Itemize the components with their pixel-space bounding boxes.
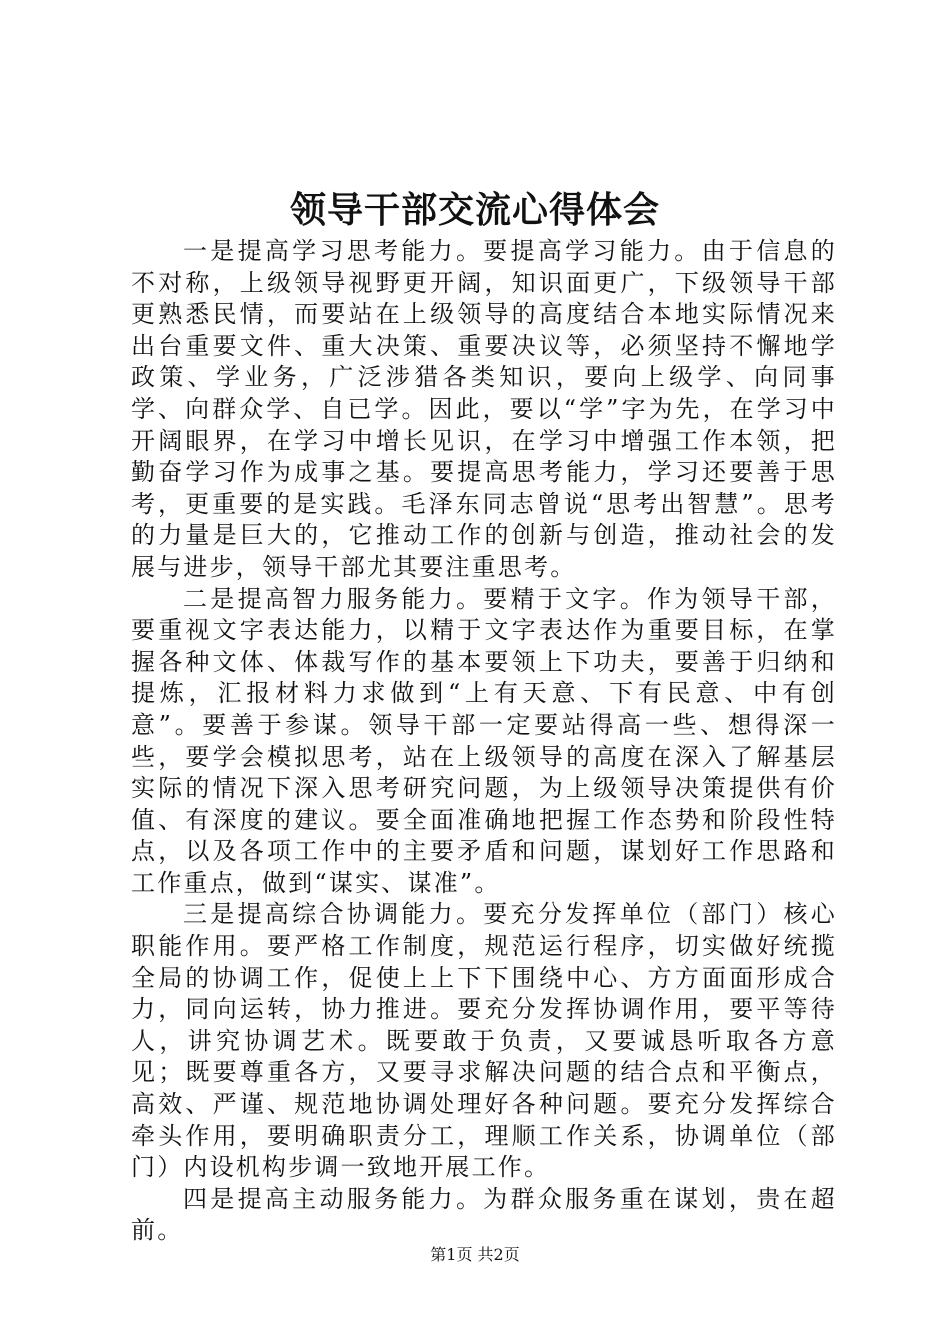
paragraph-2: 二是提高智力服务能力。要精于文字。作为领导干部，要重视文字表达能力，以精于文字表达作为重要目标，在掌握各种文体、体裁写作的基本要领上下功夫，要善于归纳和提炼，汇报材料力求做到“上有天意、下有民意、中有创意”。要善于参谋。领导干部一定要站得高一些、想得深一些，要学会模拟思考，站在上级领导的高度在深入了解基层实际的情况下深入思考研究问题，为上级领导决策提供有价值、有深度的建议。要全面准确地把握工作态势和阶段性特点，以及各项工作中的主要矛盾和问题，谋划好工作思路和工作重点，做到“谋实、谋准”。 [131, 584, 837, 897]
page-number-footer: 第1页 共2页 [430, 1245, 520, 1264]
paragraph-3: 三是提高综合协调能力。要充分发挥单位（部门）核心职能作用。要严格工作制度，规范运行程序，切实做好统揽全局的协调工作，促使上上下下围绕中心、方方面面形成合力，同向运转，协力推进。要充分发挥协调作用，要平等待人，讲究协调艺术。既要敢于负责，又要诚恳听取各方意见；既要尊重各方，又要寻求解决问题的结合点和平衡点，高效、严谨、规范地协调处理好各种问题。要充分发挥综合牵头作用，要明确职责分工，理顺工作关系，协调单位（部门）内设机构步调一致地开展工作。 [131, 900, 837, 1182]
document-title: 领导干部交流心得体会 [289, 189, 660, 231]
paragraph-4: 四是提高主动服务能力。为群众服务重在谋划，贵在超前。 [131, 1184, 837, 1245]
document-body [131, 236, 837, 1247]
paragraph-1: 一是提高学习思考能力。要提高学习能力。由于信息的不对称，上级领导视野更开阔，知识面更广，下级领导干部更熟悉民情，而要站在上级领导的高度结合本地实际情况来出台重要文件、重大决策、重要决议等，必须坚持不懈地学政策、学业务，广泛涉猎各类知识，要向上级学、向同事学、向群众学、自已学。因此，要以“学”字为先，在学习中开阔眼界，在学习中增长见识，在学习中增强工作本领，把勤奋学习作为成事之基。要提高思考能力，学习还要善于思考，更重要的是实践。毛泽东同志曾说“思考出智慧”。思考的力量是巨大的，它推动工作的创新与创造，推动社会的发展与进步，领导干部尤其要注重思考。 [131, 237, 837, 581]
